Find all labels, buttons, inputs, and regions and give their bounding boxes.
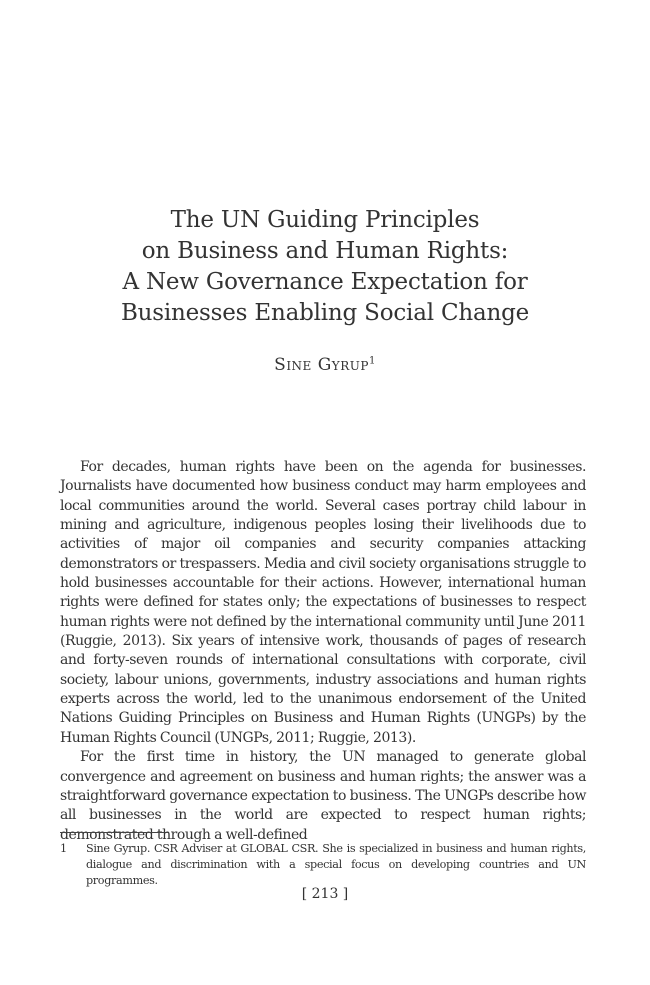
title-line: The UN Guiding Principles <box>170 207 480 233</box>
footnote <box>60 841 586 889</box>
chapter-title <box>60 205 590 329</box>
paragraph: For the first time in history, the UN managed to generate global convergence and agreement on business and human rights; the answer was a straightforward governance expectation to business. The UNGPs describe how all businesses in the world are expected to respect human rights; demonstrated through a well-defined <box>60 749 586 843</box>
footnote-text: Sine Gyrup. CSR Adviser at GLOBAL CSR. She is specialized in business and human rights, dialogue and discrimination with a special focus on developing countries and UN programmes. <box>86 842 586 887</box>
body-text <box>60 458 586 845</box>
author-byline <box>60 355 590 375</box>
footnote-number: 1 <box>60 842 67 855</box>
title-line: A New Governance Expectation for <box>122 269 528 295</box>
title-line: on Business and Human Rights: <box>141 238 509 264</box>
author-footnote-marker: 1 <box>368 355 376 367</box>
page-number: [ 213 ] <box>301 886 349 902</box>
footnote-divider <box>60 832 168 833</box>
paragraph: For decades, human rights have been on the agenda for businesses. Journalists have documented how business conduct may harm employees and local communities around the world. Several cases portray child labour in mining and agriculture, indigenous peoples losing their livelihoods due to activities of major oil companies and security companies attacking demonstrators or trespassers. Media and civil society organisations struggle to hold businesses accountable for their actions. However, international human rights were defined for states only; the expectations of businesses to respect human rights were not defined by the international community until June 2011 (Ruggie, 2013). Six years of intensive work, thousands of pages of research and forty-seven rounds of international consultations with corporate, civil society, labour unions, governments, industry associations and human rights experts across the world, led to the unanimous endorsement of the United Nations Guiding Principles on Business and Human Rights (UNGPs) by the Human Rights Council (UNGPs, 2011; Ruggie, 2013). <box>60 459 586 746</box>
title-line: Businesses Enabling Social Change <box>120 300 530 326</box>
author-name: Sine Gyrup <box>274 355 369 375</box>
